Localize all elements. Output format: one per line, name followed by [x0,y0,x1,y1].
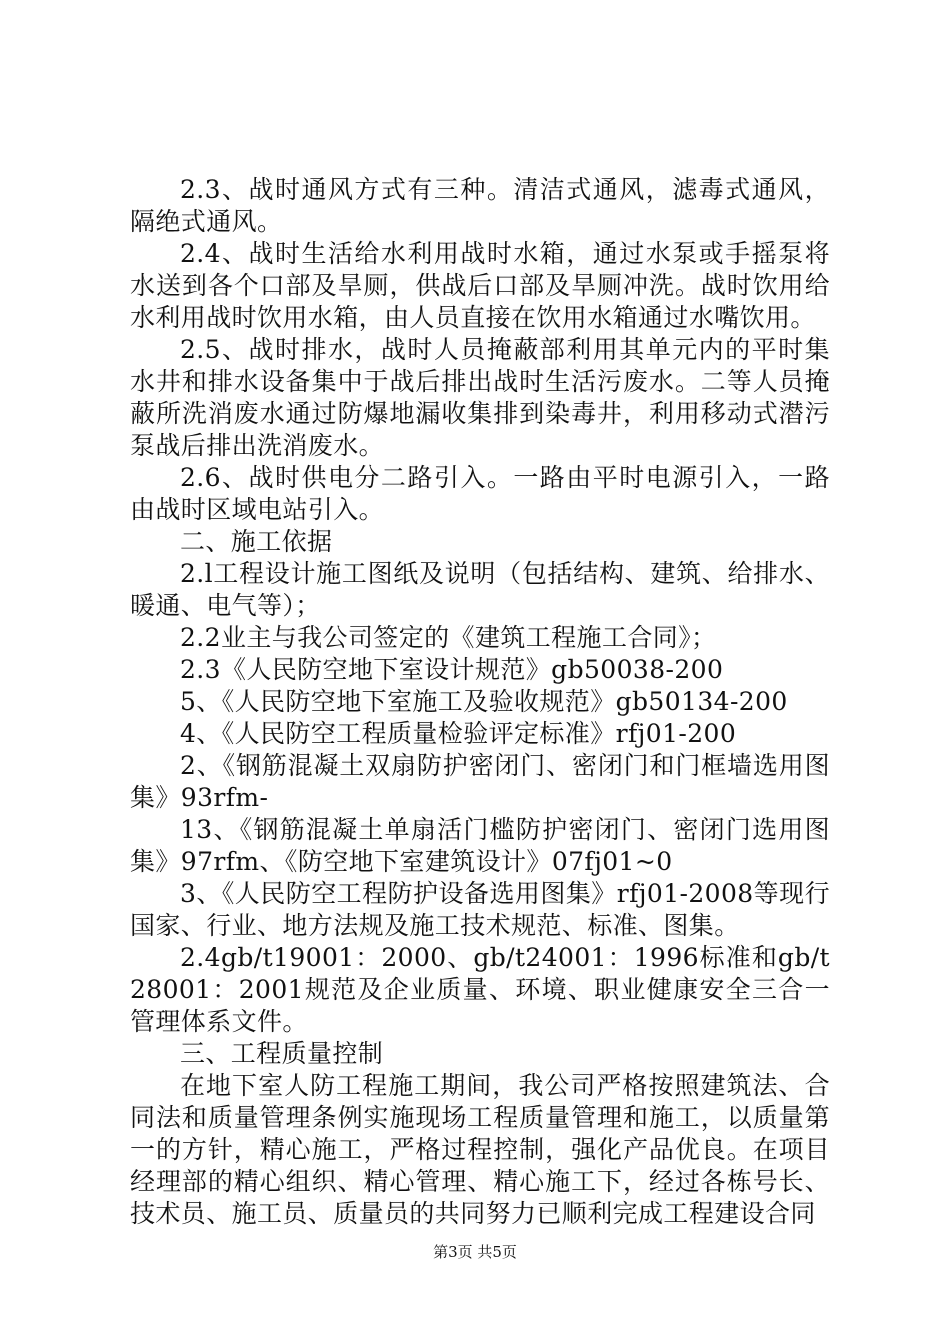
paragraph-basis-management-system: 2.4gb/t19001：2000、gb/t24001：1996标准和gb/t28001：2001规范及企业质量、环境、职业健康安全三合一管理体系文件。 [130,943,830,1036]
paragraph-quality-control: 在地下室人防工程施工期间，我公司严格按照建筑法、合同法和质量管理条例实施现场工程质量管理和施工，以质量第一的方针，精心施工，严格过程控制，强化产品优良。在项目经理部的精心组织、精心管理、精心施工下，经过各栋号长、技术员、施工员、质量员的共同努力已顺利完成工程建设合同 [130,1071,830,1228]
document-body [130,174,830,1230]
paragraph-basis-drawings: 2.l工程设计施工图纸及说明（包括结构、建筑、给排水、暖通、电气等）； [130,559,830,620]
paragraph-basis-double-door-atlas: 2、《钢筋混凝土双扇防护密闭门、密闭门和门框墙选用图集》93rfm- [130,751,830,812]
paragraph-wartime-drainage: 2.5、战时排水，战时人员掩蔽部利用其单元内的平时集水井和排水设备集中于战后排出战时生活污废水。二等人员掩蔽所洗消废水通过防爆地漏收集排到染毒井，利用移动式潜污泵战后排出洗消废水。 [130,335,830,460]
paragraph-wartime-power: 2.6、战时供电分二路引入。一路由平时电源引入，一路由战时区域电站引入。 [130,463,830,524]
paragraph-basis-quality-standard: 4、《人民防空工程质量检验评定标准》rfj01-200 [180,719,737,748]
paragraph-basis-equipment-atlas: 3、《人民防空工程防护设备选用图集》rfj01-2008等现行国家、行业、地方法规及施工技术规范、标准、图集。 [130,879,830,940]
paragraph-wartime-water-supply: 2.4、战时生活给水利用战时水箱，通过水泵或手摇泵将水送到各个口部及旱厕，供战后口部及旱厕冲洗。战时饮用给水利用战时饮用水箱，由人员直接在饮用水箱通过水嘴饮用。 [130,239,830,332]
paragraph-basis-design-code: 2.3《人民防空地下室设计规范》gb50038-200 [180,655,724,684]
paragraph-wartime-ventilation: 2.3、战时通风方式有三种。清洁式通风，滤毒式通风，隔绝式通风。 [130,175,830,236]
paragraph-basis-single-door-atlas: 13、《钢筋混凝土单扇活门槛防护密闭门、密闭门选用图集》97rfm、《防空地下室建筑设计》07fj01~0 [130,815,830,876]
section-heading-quality-control: 三、工程质量控制 [180,1039,384,1068]
section-heading-construction-basis: 二、施工依据 [180,527,333,556]
page-footer: 第3页 共5页 [433,1243,517,1261]
paragraph-basis-contract: 2.2业主与我公司签定的《建筑工程施工合同》； [180,623,717,652]
paragraph-basis-acceptance-code: 5、《人民防空地下室施工及验收规范》gb50134-200 [180,687,788,716]
